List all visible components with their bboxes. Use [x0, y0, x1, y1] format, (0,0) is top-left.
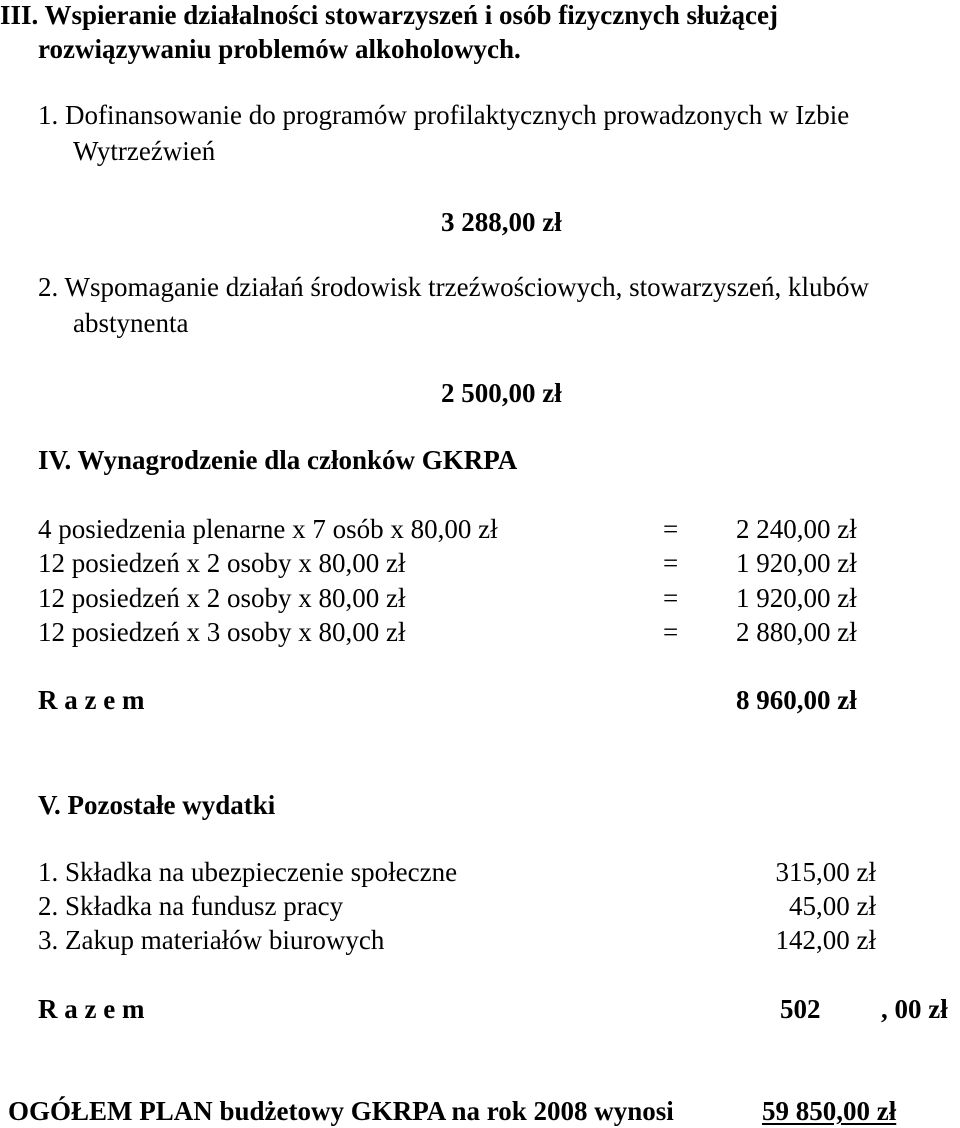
salary-row-2-eq: = [663, 548, 679, 578]
expenses-total-label: R a z e m [38, 994, 145, 1024]
salary-row-1-eq: = [663, 514, 679, 544]
item-1-line1: 1. Dofinansowanie do programów profilaktycznych prowadzonych w Izbie [38, 100, 850, 130]
expense-row-1-desc: 1. Składka na ubezpieczenie społeczne [38, 857, 458, 887]
item-1-line2: Wytrzeźwień [73, 136, 216, 166]
salary-row-2-desc: 12 posiedzeń x 2 osoby x 80,00 zł [38, 548, 406, 578]
expense-row-1-amount: 315,00 zł [775, 857, 876, 887]
expense-row-3-desc: 3. Zakup materiałów biurowych [38, 925, 385, 955]
salary-row-1-amount: 2 240,00 zł [736, 514, 857, 544]
salary-row-3-desc: 12 posiedzeń x 2 osoby x 80,00 zł [38, 583, 406, 613]
salary-row-2-amount: 1 920,00 zł [736, 548, 857, 578]
section-4-heading: IV. Wynagrodzenie dla członków GKRPA [38, 445, 518, 475]
item-2-amount: 2 500,00 zł [441, 378, 562, 408]
salary-row-3-eq: = [663, 583, 679, 613]
section-3-heading-line1: III. Wspieranie działalności stowarzyszeń i osób fizycznych służącej [0, 0, 778, 30]
salary-row-4-amount: 2 880,00 zł [736, 617, 857, 647]
item-1-amount: 3 288,00 zł [441, 207, 562, 237]
salary-row-4-eq: = [663, 617, 679, 647]
summary-label: OGÓŁEM PLAN budżetowy GKRPA na rok 2008 wynosi [8, 1096, 674, 1126]
salary-total-label: R a z e m [38, 685, 145, 715]
expense-row-2-amount: 45,00 zł [789, 891, 876, 921]
section-3-heading-line2: rozwiązywaniu problemów alkoholowych. [38, 34, 521, 64]
salary-row-3-amount: 1 920,00 zł [736, 583, 857, 613]
salary-row-4-desc: 12 posiedzeń x 3 osoby x 80,00 zł [38, 617, 406, 647]
salary-total-amount: 8 960,00 zł [736, 685, 857, 715]
section-5-heading: V. Pozostałe wydatki [38, 790, 276, 820]
expense-row-3-amount: 142,00 zł [775, 925, 876, 955]
item-2-line2: abstynenta [73, 308, 189, 338]
salary-row-1-desc: 4 posiedzenia plenarne x 7 osób x 80,00 zł [38, 514, 498, 544]
expenses-total-amount-suffix: , 00 zł [881, 994, 948, 1024]
expense-row-2-desc: 2. Składka na fundusz pracy [38, 891, 344, 921]
summary-amount: 59 850,00 zł [762, 1096, 897, 1126]
expenses-total-amount: 502 [780, 994, 821, 1024]
item-2-line1: 2. Wspomaganie działań środowisk trzeźwościowych, stowarzyszeń, klubów [38, 272, 870, 302]
